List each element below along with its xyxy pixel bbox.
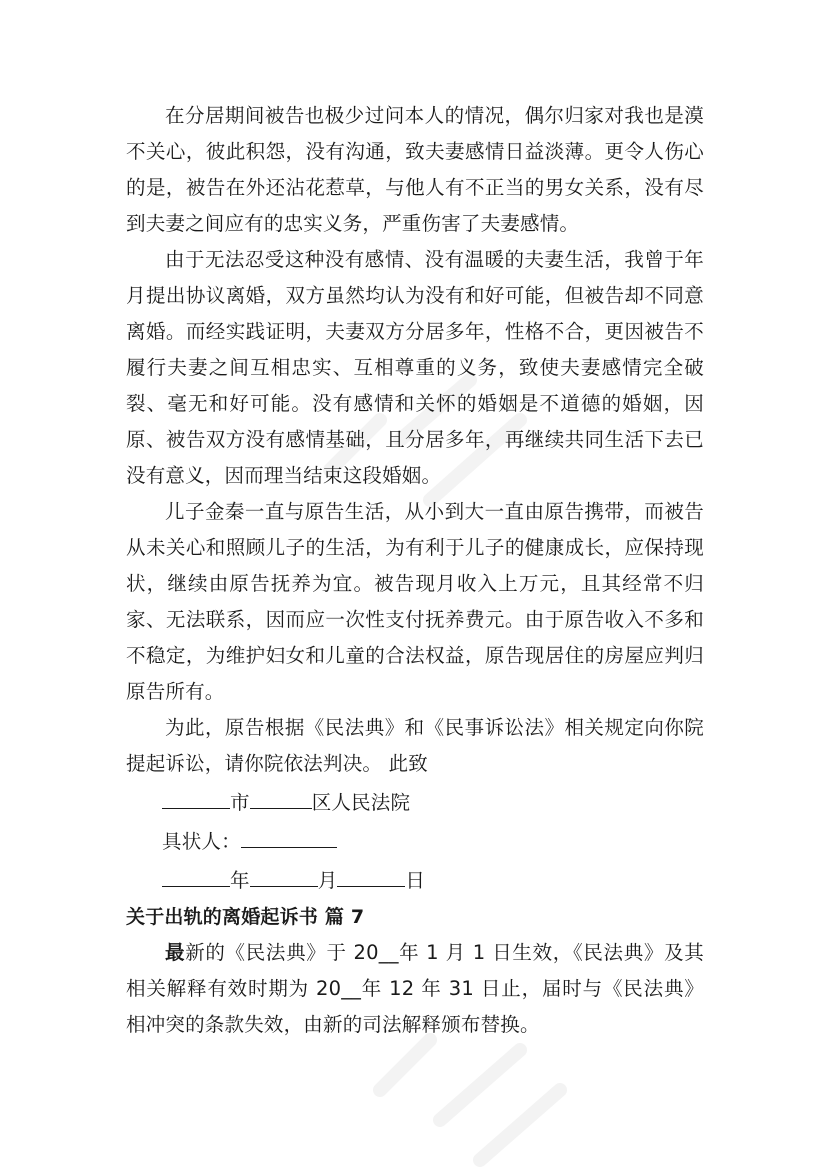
paragraph-rest: 新的《民法典》于 20__年 1 月 1 日生效，《民法典》及其相关解释有效时期为 20__年 12 年 31 日止，届时与《民法典》相冲突的条款失效，由新的司法解释颁布替换。: [126, 941, 704, 1036]
paragraph-lead-char: 最: [165, 941, 186, 964]
month-blank: [250, 860, 318, 887]
signer-label: 具状人：: [162, 830, 241, 853]
paragraph-child-custody: 儿子金秦一直与原告生活，从小到大一直由原告携带，而被告从未关心和照顾儿子的生活，为有利于儿子的健康成长，应保持现状，继续由原告抚养为宜。被告现月收入上万元，且其经常不归家、无法联系，因而应一次性支付抚养费元。由于原告收入不多和不稳定，为维护妇女和儿童的合法权益，原告现居住的房屋应判归原告所有。: [126, 500, 704, 703]
signer-line: [126, 821, 704, 860]
day-label: 日: [405, 869, 426, 892]
year-label: 年: [230, 869, 250, 892]
city-label: 市: [230, 791, 250, 814]
date-line: [126, 860, 704, 899]
day-blank: [337, 860, 405, 887]
city-blank: [162, 782, 230, 809]
paragraph-civil-code: [126, 935, 704, 1043]
paragraph-separation: 在分居期间被告也极少过问本人的情况，偶尔归家对我也是漠不关心，彼此积怨，没有沟通，致夫妻感情日益淡薄。更令人伤心的是，被告在外还沾花惹草，与他人有不正当的男女关系，没有尽到夫妻之间应有的忠实义务，严重伤害了夫妻感情。: [126, 104, 704, 235]
court-line: [126, 782, 704, 821]
court-label: 区人民法院: [311, 791, 411, 814]
document-body: [126, 98, 704, 1043]
district-blank: [250, 782, 312, 809]
paragraph-divorce-request: 由于无法忍受这种没有感情、没有温暖的夫妻生活，我曾于年月提出协议离婚，双方虽然均认为没有和好可能，但被告却不同意离婚。而经实践证明，夫妻双方分居多年，性格不合，更因被告不履行夫妻之间互相忠实、互相尊重的义务，致使夫妻感情完全破裂、毫无和好可能。没有感情和关怀的婚姻是不道德的婚姻，因原、被告双方没有感情基础，且分居多年，再继续共同生活下去已没有意义，因而理当结束这段婚姻。: [126, 248, 704, 487]
section-heading: 关于出轨的离婚起诉书 篇 7: [126, 906, 365, 928]
paragraph-conclusion: 为此，原告根据《民法典》和《民事诉讼法》相关规定向你院提起诉讼，请你院依法判决。 此致: [126, 716, 704, 775]
month-label: 月: [317, 869, 338, 892]
year-blank: [162, 860, 230, 887]
signer-blank: [241, 821, 337, 848]
